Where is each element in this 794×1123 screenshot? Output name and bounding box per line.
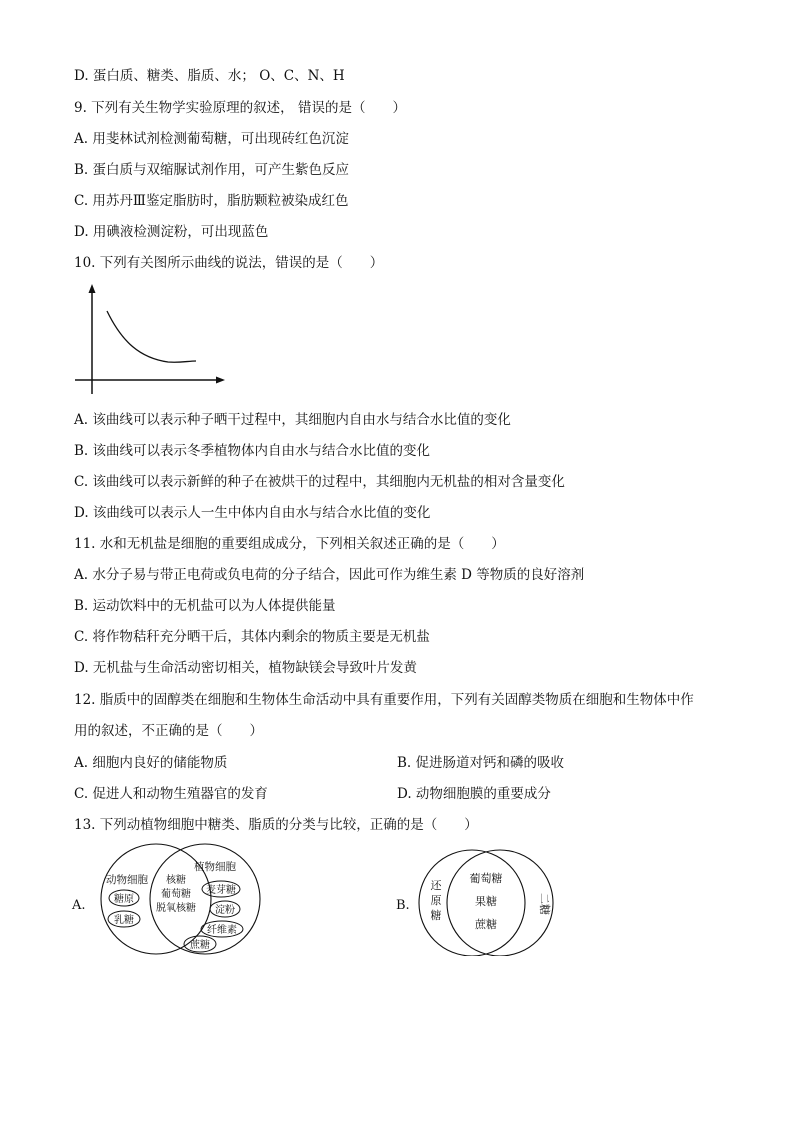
middle-item-ribose: 核糖 <box>166 875 186 886</box>
q12-option-d: D. 动物细胞膜的重要成分 <box>397 786 551 802</box>
q9-stem: 9. 下列有关生物学实验原理的叙述， 错误的是（ ） <box>74 100 406 116</box>
x-axis-arrow-icon <box>216 377 225 384</box>
left-char-3: 糖 <box>430 909 442 922</box>
plant-cell-title: 植物细胞 <box>194 861 236 873</box>
animal-cell-title: 动物细胞 <box>106 874 148 886</box>
left-char-1: 还 <box>430 879 442 892</box>
q10-option-d: D. 该曲线可以表示人一生中体内自由水与结合水比值的变化 <box>74 505 431 521</box>
q13-option-b-figure <box>394 842 564 956</box>
q10-curve-figure <box>70 282 230 400</box>
q11-option-b: B. 运动饮料中的无机盐可以为人体提供能量 <box>74 598 336 614</box>
y-axis-arrow-icon <box>89 284 96 293</box>
q10-option-c: C. 该曲线可以表示新鲜的种子在被烘干的过程中，其细胞内无机盐的相对含量变化 <box>74 474 565 490</box>
middle-item-sucrose: 蔗糖 <box>475 918 497 931</box>
q11-option-a: A. 水分子易与带正电荷或负电荷的分子结合，因此可作为维生素 D 等物质的良好溶剂 <box>74 567 585 583</box>
disaccharide-circle <box>447 850 553 956</box>
middle-item-glucose: 葡萄糖 <box>161 889 191 900</box>
decreasing-curve <box>107 311 196 362</box>
q10-option-a: A. 该曲线可以表示种子晒干过程中，其细胞内自由水与结合水比值的变化 <box>74 412 511 428</box>
middle-item-glucose: 葡萄糖 <box>469 872 503 885</box>
left-char-2: 原 <box>430 894 442 907</box>
q11-stem: 11. 水和无机盐是细胞的重要组成成分，下列相关叙述正确的是（ ） <box>74 536 505 552</box>
right-item-sucrose: 蔗糖 <box>190 940 210 951</box>
q10-option-b: B. 该曲线可以表示冬季植物体内自由水与结合水比值的变化 <box>74 443 431 459</box>
q11-option-c: C. 将作物秸秆充分晒干后，其体内剩余的物质主要是无机盐 <box>74 629 430 645</box>
middle-item-fructose: 果糖 <box>475 895 497 908</box>
middle-item-deoxyribose: 脱氧核糖 <box>156 903 196 914</box>
right-item-maltose: 麦芽糖 <box>206 885 236 896</box>
q9-option-d: D. 用碘液检测淀粉，可出现蓝色 <box>74 224 269 240</box>
q12-option-c: C. 促进人和动物生殖器官的发育 <box>74 786 268 802</box>
q10-stem: 10. 下列有关图所示曲线的说法，错误的是（ ） <box>74 255 384 271</box>
right-item-starch: 淀粉 <box>215 905 235 916</box>
left-item-lactose: 乳糖 <box>114 915 134 926</box>
q11-option-d: D. 无机盐与生命活动密切相关，植物缺镁会导致叶片发黄 <box>74 660 417 676</box>
q12-option-a: A. 细胞内良好的储能物质 <box>74 755 228 771</box>
q12-stem-line1: 12. 脂质中的固醇类在细胞和生物体生命活动中具有重要作用，下列有关固醇类物质在细胞和生物体中作 <box>74 692 694 708</box>
q13-option-a-figure <box>70 842 270 956</box>
right-item-cellulose: 纤维素 <box>207 925 237 936</box>
q13-stem: 13. 下列动植物细胞中糖类、脂质的分类与比较，正确的是（ ） <box>74 817 478 833</box>
q12-stem-line2: 用的叙述，不正确的是（ ） <box>74 723 263 739</box>
disaccharide-label: 二糖 <box>538 893 551 915</box>
q9-option-c: C. 用苏丹Ⅲ鉴定脂肪时，脂肪颗粒被染成红色 <box>74 193 349 209</box>
q13-figa-letter: A. <box>72 898 86 913</box>
q9-option-a: A. 用斐林试剂检测葡萄糖，可出现砖红色沉淀 <box>74 131 349 147</box>
q9-option-b: B. 蛋白质与双缩脲试剂作用，可产生紫色反应 <box>74 162 350 178</box>
q12-option-b: B. 促进肠道对钙和磷的吸收 <box>397 755 565 771</box>
q13-figb-letter: B. <box>396 898 410 913</box>
q8-option-d: D. 蛋白质、糖类、脂质、水； O、C、N、H <box>74 68 345 84</box>
left-item-glycogen: 糖原 <box>114 894 134 905</box>
